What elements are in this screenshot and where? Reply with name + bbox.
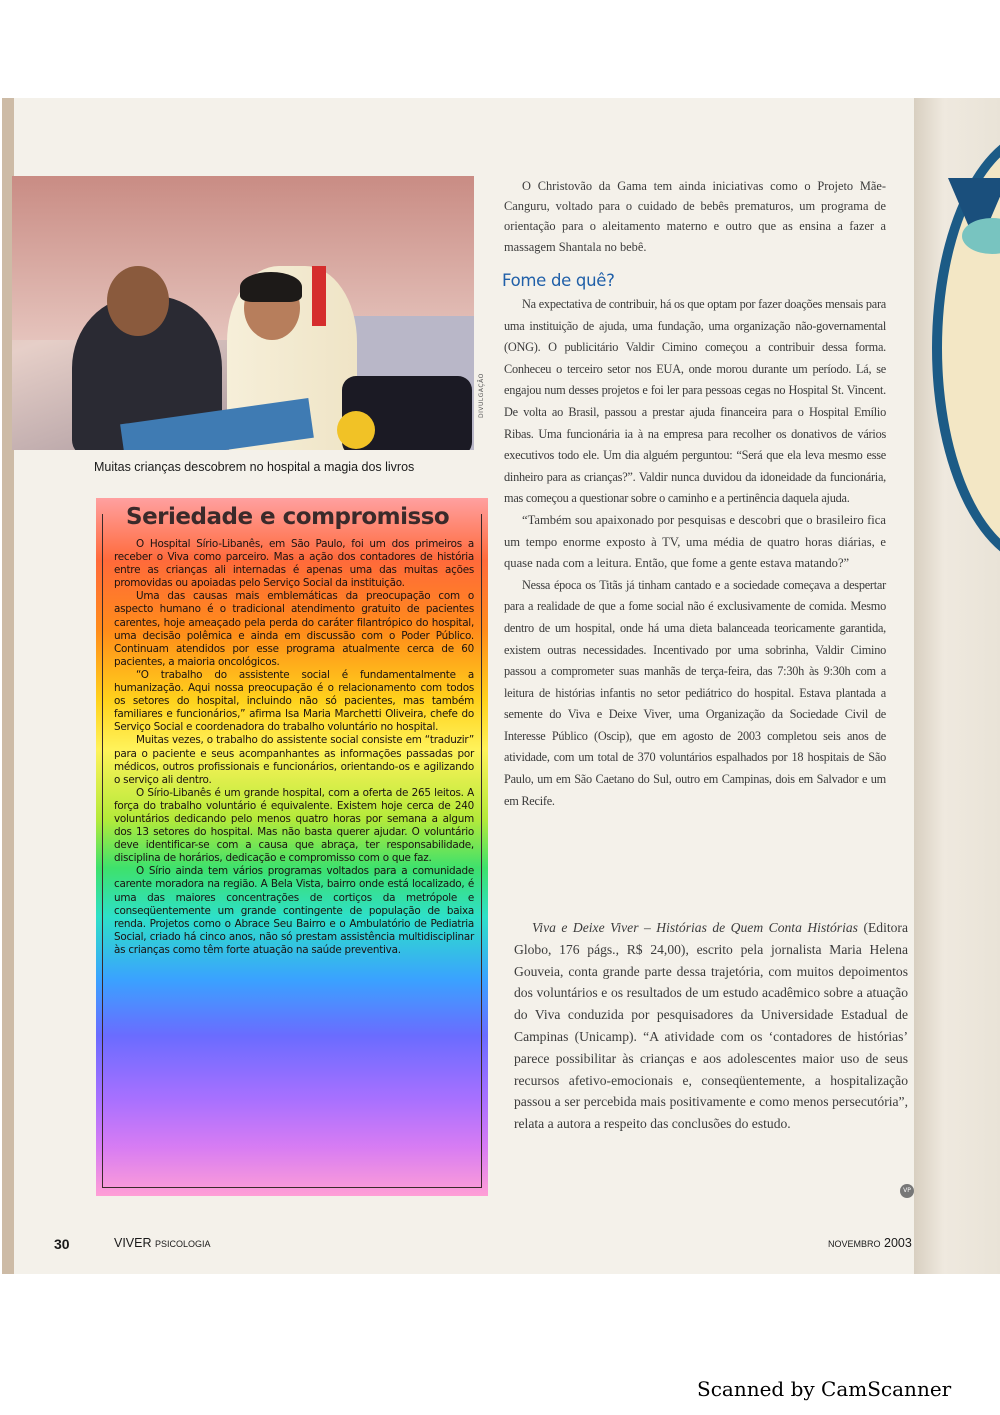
article-paragraph: Nessa época os Titãs já tinham cantado e a sociedade começava a despertar para a realidade de que a fome social não é exclusivamente de comida. Mesmo dentro de um hospital, onde há uma dieta balanceada teoricamente garantida, existem outras necessidades. Incentivado por uma sobrinha, Valdir Cimino passou a comprometer suas manhãs de terça-feira, das 7:30h às 9:30h com a leitura de histórias infantis no setor pediátrico do hospital. Estava plantada a semente do Viva e Deixe Viver, uma Organização da Sociedade Civil de Interesse Público (Oscip), que em agosto de 2003 completou seis anos de atividade, com um total de 370 voluntários espalhados por 18 hospitais de São Paulo, um em São Caetano do Sul, outro em Campinas, dois em Salvador e um em Recife. [504,577,886,808]
issue-year: 2003 [884,1236,912,1250]
section-title: Fome de quê? [502,271,615,290]
magazine-name [114,1236,211,1250]
article-body [504,294,886,812]
sidebar-text [114,538,474,957]
photo-ribbon [312,266,326,326]
sidebar-paragraph: O Sírio ainda tem vários programas voltados para a comunidade carente moradora na região. A Bela Vista, bairro onde está localizado, é uma das maiores concentrações de cortiços da metrópole e conseqüentemente um grande contingente de população de baixa renda. Projetos como o Abrace Seu Bairro e o Ambulatório de Pediatria Social, criado há cinco anos, não só prestam assistência multidisciplinar às crianças como têm forte atuação na saúde preventiva. [114,865,474,956]
sidebar-paragraph: “O trabalho do assistente social é fundamentalmente a humanização. Aqui nossa preocupação é o relacionamento com todos os setores do hospital, incluindo não só pacientes, mas também familiares e funcionários,” afirma Isa Maria Marchetti Oliveira, chefe do Serviço Social e coordenadora do trabalho voluntário no hospital. [114,668,474,734]
photo-credit: DIVULGAÇÃO [478,373,485,418]
page-number: 30 [54,1236,70,1252]
sidebar-title: Seriedade e compromisso [126,504,450,530]
article-paragraph: Na expectativa de contribuir, há os que optam por fazer doações mensais para uma instituição de ajuda, uma fundação, uma organização não-governamental (ONG). O publicitário Valdir Cimino começou a contribuir dessa forma. Conheceu o terceiro setor nos EUA, onde morou durante um período. Lá, se engajou num desses projetos e foi ler para pessoas cegas no Hospital St. Vincent. De volta ao Brasil, passou a prestar ajuda financeira para o Hospital Emílio Ribas. Uma funcionária ia à na empresa para recolher os donativos de vários executivos todo ele. Um dia alguém perguntou: “Será que ela leva mesmo esse dinheiro para as crianças?”. Valdir nunca duvidou da idoneidade da funcionária, mas começou a questionar sobre o caminho e a pertinência daquela ajuda. [504,297,886,506]
photo-boy-head [107,266,169,336]
article-intro [504,176,886,257]
article-paragraph: “Também sou apaixonado por pesquisas e descobri que o brasileiro fica um tempo enorme exposto à TV, uma média de quatro horas diárias, e quase nada com a leitura. Então, que fome a gente estava matando?” [504,512,886,571]
book-description: (Editora Globo, 176 págs., R$ 24,00), escrito pela jornalista Maria Helena Gouveia, conta grande parte dessa trajetória, com muitos depoimentos dos voluntários e os resultados de um estudo acadêmico sobre a atuação do Viva conduzida por pesquisadores da Universidade Estadual de Campinas (Unicamp). “A atividade com os ‘contadores de histórias’ parece possibilitar às crianças e aos adolescentes maior uso de seus recursos afetivo-emocionais e, conseqüentemente, a hospitalização passou a ser percebida mais positivamente e como menos persecutória”, relata a autora a respeito das conclusões do estudo. [514,920,908,1132]
scanner-watermark: Scanned by CamScanner [697,1377,952,1401]
hospital-photo [12,176,474,450]
end-mark-icon: VP [900,1184,914,1198]
magazine-page [2,98,1000,1274]
photo-flower [337,411,375,449]
sidebar-paragraph: O Sírio-Libanês é um grande hospital, com a oferta de 265 leitos. A força do trabalho voluntário é equivalente. Existem hoje cerca de 240 voluntários dedicando pelo menos quatro horas por semana a algum dos 13 setores do hospital. Mas não basta querer ajudar. O voluntário deve identificar-se com a causa que abraça, ter responsabilidade, disciplina de horários, dedicação e compromisso com o que faz. [114,786,474,865]
book-paragraph [514,917,908,1135]
intro-paragraph: O Christovão da Gama tem ainda iniciativas como o Projeto Mãe-Canguru, voltado para o cuidado de bebês prematuros, um programa de orientação para o aleitamento materno e outro que as ensina a fazer a massagem Shantala no bebê. [504,179,886,254]
book-text [514,917,908,1135]
photo-caption: Muitas crianças descobrem no hospital a magia dos livros [94,460,415,474]
issue-month: NOVEMBRO [828,1239,881,1249]
book-title: Viva e Deixe Viver – Histórias de Quem Conta Histórias [532,920,858,935]
sidebar-paragraph: Muitas vezes, o trabalho do assistente social consiste em “traduzir” para o paciente e seus acompanhantes as informações passadas por médicos, outros profissionais e funcionários, orientando-os e agilizando o serviço ali dentro. [114,734,474,786]
sidebar-paragraph: Uma das causas mais emblemáticas da preocupação com o aspecto humano é o tradicional atendimento gratuito de pacientes carentes, hoje ameaçado pela perda do caráter filantrópico do hospital, uma decisão polêmica e ainda em discussão com o Poder Público. Continuam atendidos por esse programa atualmente cerca de 60 pacientes, a maioria oncológicos. [114,590,474,668]
magazine-title: VIVER [114,1236,152,1250]
magazine-subtitle: PSICOLOGIA [155,1239,211,1249]
photo-volunteer-hair [240,272,302,302]
sidebar-box [96,498,488,1196]
issue-date [828,1236,912,1250]
sidebar-paragraph: O Hospital Sírio-Libanês, em São Paulo, foi um dos primeiros a receber o Viva como parceiro. Mas a ação dos contadores de história entre as crianças ali internadas é apenas uma das muitas ações promovidas ou apoiadas pelo Serviço Social da instituição. [114,538,474,590]
